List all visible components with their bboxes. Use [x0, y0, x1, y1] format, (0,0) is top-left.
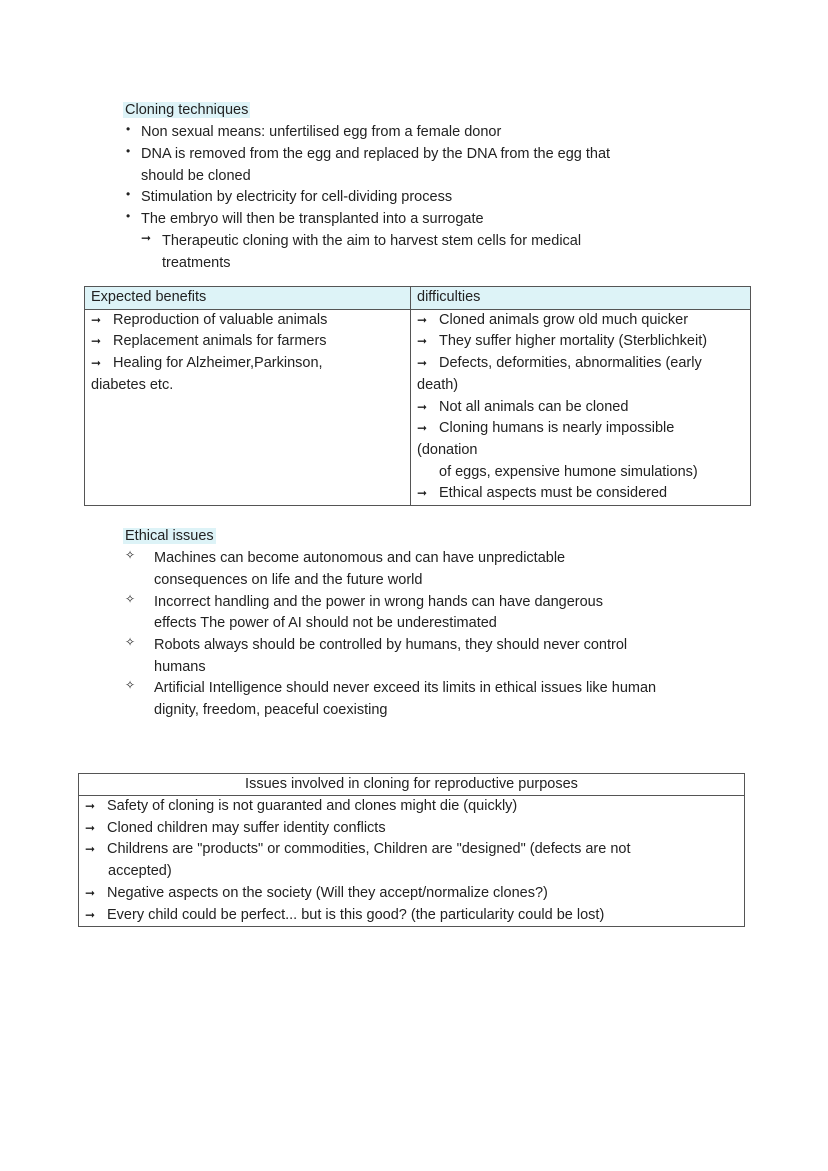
- benefits-difficulties-table: [84, 286, 751, 506]
- arrow-icon: ➞: [417, 334, 428, 349]
- list-item-continued: [417, 375, 744, 397]
- item-text: Healing for Alzheimer,Parkinson,: [113, 355, 323, 372]
- item-text: Defects, deformities, abnormalities (early: [439, 355, 702, 372]
- section-heading: Cloning techniques: [125, 102, 249, 118]
- list-item: [91, 310, 404, 332]
- item-text: Reproduction of valuable animals: [113, 311, 328, 328]
- arrow-icon: ➞: [85, 842, 96, 857]
- bullet-icon: •: [126, 122, 131, 136]
- item-text: Childrens are "products" or commodities, Children are "designed" (defects are not: [107, 841, 631, 858]
- item-text: Cloned animals grow old much quicker: [439, 311, 689, 328]
- arrow-icon: ➞: [417, 356, 428, 371]
- list-item: [91, 353, 404, 375]
- difficulties-header: difficulties: [411, 287, 751, 310]
- arrow-icon: ➞: [85, 885, 96, 900]
- arrow-icon: ➞: [85, 820, 96, 835]
- reproductive-issues-box: [78, 773, 745, 927]
- item-text: death): [417, 376, 459, 393]
- arrow-icon: ➞: [91, 334, 102, 349]
- sparkle-bullet-icon: ✧: [125, 678, 136, 692]
- item-text: Not all animals can be cloned: [439, 398, 629, 415]
- item-text: accepted): [108, 863, 172, 880]
- arrow-icon: ➞: [417, 399, 428, 414]
- bullet-text: The embryo will then be transplanted into a surrogate: [141, 211, 484, 227]
- list-item: [417, 397, 744, 419]
- list-item: [417, 353, 744, 375]
- item-text: (donation: [417, 441, 478, 458]
- sparkle-bullet-icon: ✧: [125, 635, 136, 649]
- arrow-icon: ➞: [417, 312, 428, 327]
- bullet-icon: •: [126, 187, 131, 201]
- ethical-item-text: Robots always should be controlled by humans, they should never control: [154, 637, 628, 653]
- item-text: Negative aspects on the society (Will they accept/normalize clones?): [107, 884, 548, 901]
- list-item: [79, 818, 744, 840]
- list-item: [417, 310, 744, 332]
- bullet-text-continued: should be cloned: [141, 168, 251, 184]
- item-text: Safety of cloning is not guaranted and clones might die (quickly): [107, 798, 518, 814]
- item-text: Ethical aspects must be considered: [439, 485, 668, 502]
- item-text: of eggs, expensive humone simulations): [439, 463, 698, 480]
- benefits-cell: [85, 309, 411, 505]
- ethical-item-text-continued: humans: [154, 659, 206, 675]
- list-item: [79, 883, 744, 905]
- arrow-icon: ➞: [85, 907, 96, 922]
- difficulties-cell: [411, 309, 751, 505]
- list-item: [417, 331, 744, 353]
- list-item: [79, 796, 744, 818]
- ethical-issues-title: [123, 525, 216, 547]
- item-text: Cloned children may suffer identity conflicts: [107, 819, 386, 836]
- list-item: [79, 839, 744, 861]
- sub-arrow-text: Therapeutic cloning with the aim to harvest stem cells for medical: [162, 233, 582, 249]
- arrow-icon: ➞: [417, 421, 428, 436]
- arrow-icon: ➞: [85, 799, 96, 813]
- arrow-icon: ➞: [417, 486, 428, 501]
- arrow-icon: ➞: [91, 356, 102, 371]
- section-heading: Ethical issues: [125, 528, 214, 544]
- bullet-icon: •: [126, 209, 131, 223]
- sub-arrow-text-continued: treatments: [162, 255, 231, 271]
- list-item: [417, 483, 744, 505]
- arrow-icon: ➞: [141, 231, 152, 245]
- ethical-item-text: Artificial Intelligence should never exceed its limits in ethical issues like human: [154, 680, 657, 696]
- reproductive-issues-header: Issues involved in cloning for reproductive purposes: [79, 774, 744, 796]
- list-item: [417, 418, 744, 440]
- ethical-item-text-continued: consequences on life and the future world: [154, 572, 423, 588]
- sparkle-bullet-icon: ✧: [125, 592, 136, 606]
- table-header-row: [85, 287, 751, 310]
- bullet-text: DNA is removed from the egg and replaced by the DNA from the egg that: [141, 146, 611, 162]
- item-text: Every child could be perfect... but is this good? (the particularity could be lost): [107, 906, 605, 923]
- bullet-text: Stimulation by electricity for cell-dividing process: [141, 189, 453, 205]
- list-item: [79, 905, 744, 927]
- benefits-header: Expected benefits: [85, 287, 411, 310]
- item-text: diabetes etc.: [91, 376, 174, 393]
- table-row: [85, 309, 751, 505]
- ethical-item-text-continued: dignity, freedom, peaceful coexisting: [154, 702, 388, 718]
- ethical-item-text-continued: effects The power of AI should not be underestimated: [154, 615, 497, 631]
- arrow-icon: ➞: [91, 312, 102, 327]
- ethical-item-text: Machines can become autonomous and can have unpredictable: [154, 550, 566, 566]
- sparkle-bullet-icon: ✧: [125, 548, 136, 562]
- list-item-continued: [91, 375, 404, 397]
- bullet-text: Non sexual means: unfertilised egg from a female donor: [141, 124, 502, 140]
- list-item-continued: [417, 462, 744, 484]
- cloning-techniques-title: [123, 99, 250, 121]
- ethical-item-text: Incorrect handling and the power in wrong hands can have dangerous: [154, 594, 603, 610]
- bullet-icon: •: [126, 144, 131, 158]
- list-item: [91, 331, 404, 353]
- item-text: Cloning humans is nearly impossible: [439, 420, 675, 437]
- list-item-continued: [417, 440, 744, 462]
- item-text: Replacement animals for farmers: [113, 333, 327, 350]
- item-text: They suffer higher mortality (Sterblichkeit): [439, 333, 708, 350]
- list-item-continued: [79, 861, 744, 883]
